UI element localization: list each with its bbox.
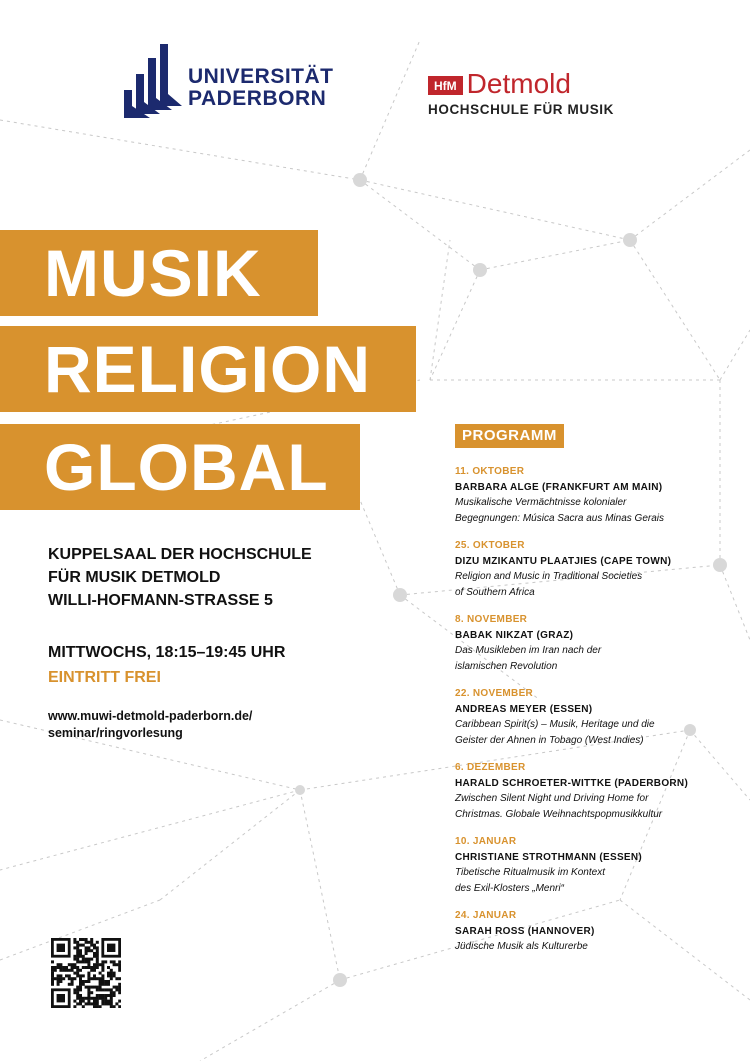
entry-title-line1: Musikalische Vermächtnisse kolonialer (455, 497, 627, 508)
title-musik: MUSIK (0, 230, 318, 316)
entry-date: 24. JANUAR (455, 910, 517, 921)
programm-heading: PROGRAMM (455, 424, 564, 448)
entry-date: 8. NOVEMBER (455, 614, 528, 625)
entry-title-line2: of Southern Africa (455, 587, 535, 598)
hfm-detmold-logo (428, 70, 614, 117)
title-global: GLOBAL (0, 424, 360, 510)
entry-title-line2: des Exil-Klosters „Menri“ (455, 883, 564, 894)
upb-name-line1: UNIVERSITÄT (188, 65, 334, 88)
programm-list (455, 465, 745, 967)
hfm-name: Detmold (466, 68, 571, 99)
hfm-subtitle: HOCHSCHULE FÜR MUSIK (428, 102, 614, 117)
upb-emblem-icon (124, 44, 182, 118)
entry-date: 10. JANUAR (455, 836, 517, 847)
programm-entry (455, 613, 745, 675)
programm-entry (455, 835, 745, 897)
entry-speaker: SARAH ROSS (HANNOVER) (455, 926, 595, 937)
entry-date: 6. DEZEMBER (455, 762, 526, 773)
entry-speaker: CHRISTIANE STROTHMANN (ESSEN) (455, 852, 643, 863)
title-religion: RELIGION (0, 326, 416, 412)
entry-title-line1: Zwischen Silent Night und Driving Home for (455, 793, 649, 804)
venue-line3: WILLI-HOFMANN-STRASSE 5 (48, 592, 273, 609)
entry-speaker: ANDREAS MEYER (ESSEN) (455, 704, 593, 715)
entry-title-line1: Jüdische Musik als Kulturerbe (455, 941, 588, 952)
venue-address (48, 543, 312, 612)
entry-title-line1: Tibetische Ritualmusik im Kontext (455, 867, 605, 878)
entry-speaker: BARBARA ALGE (FRANKFURT AM MAIN) (455, 482, 663, 493)
entry-date: 22. NOVEMBER (455, 688, 534, 699)
programm-entry (455, 539, 745, 601)
website-url[interactable] (48, 708, 252, 742)
url-line1[interactable]: www.muwi-detmold-paderborn.de/ (48, 709, 253, 723)
entry-speaker: HARALD SCHROETER-WITTKE (PADERBORN) (455, 778, 689, 789)
entry-date: 25. OKTOBER (455, 540, 525, 551)
entry-title-line2: Geister der Ahnen in Tobago (West Indies) (455, 735, 644, 746)
entry-title-line2: Christmas. Globale Weihnachtspopmusikkultur (455, 809, 663, 820)
entry-title-line1: Religion and Music in Traditional Societies (455, 571, 643, 582)
programm-entry (455, 465, 745, 527)
venue-line1: KUPPELSAAL DER HOCHSCHULE (48, 546, 312, 563)
event-time: MITTWOCHS, 18:15–19:45 UHR (48, 644, 286, 661)
programm-entry (455, 761, 745, 823)
entry-title-line2: islamischen Revolution (455, 661, 558, 672)
entry-title-line1: Caribbean Spirit(s) – Musik, Heritage und die (455, 719, 655, 730)
entry-free: EINTRITT FREI (48, 669, 161, 686)
programm-entry (455, 687, 745, 749)
url-line2[interactable]: seminar/ringvorlesung (48, 726, 183, 740)
programm-entry (455, 909, 745, 955)
entry-speaker: BABAK NIKZAT (GRAZ) (455, 630, 574, 641)
venue-line2: FÜR MUSIK DETMOLD (48, 569, 221, 586)
hfm-badge: HfM (428, 76, 463, 95)
university-paderborn-logo (124, 44, 334, 118)
upb-name-line2: PADERBORN (188, 87, 327, 110)
entry-title-line2: Begegnungen: Música Sacra aus Minas Gerais (455, 513, 665, 524)
entry-speaker: DIZU MZIKANTU PLAATJIES (CAPE TOWN) (455, 556, 672, 567)
entry-date: 11. OKTOBER (455, 466, 525, 477)
entry-title-line1: Das Musikleben im Iran nach der (455, 645, 602, 656)
qr-code-icon (51, 938, 121, 1008)
